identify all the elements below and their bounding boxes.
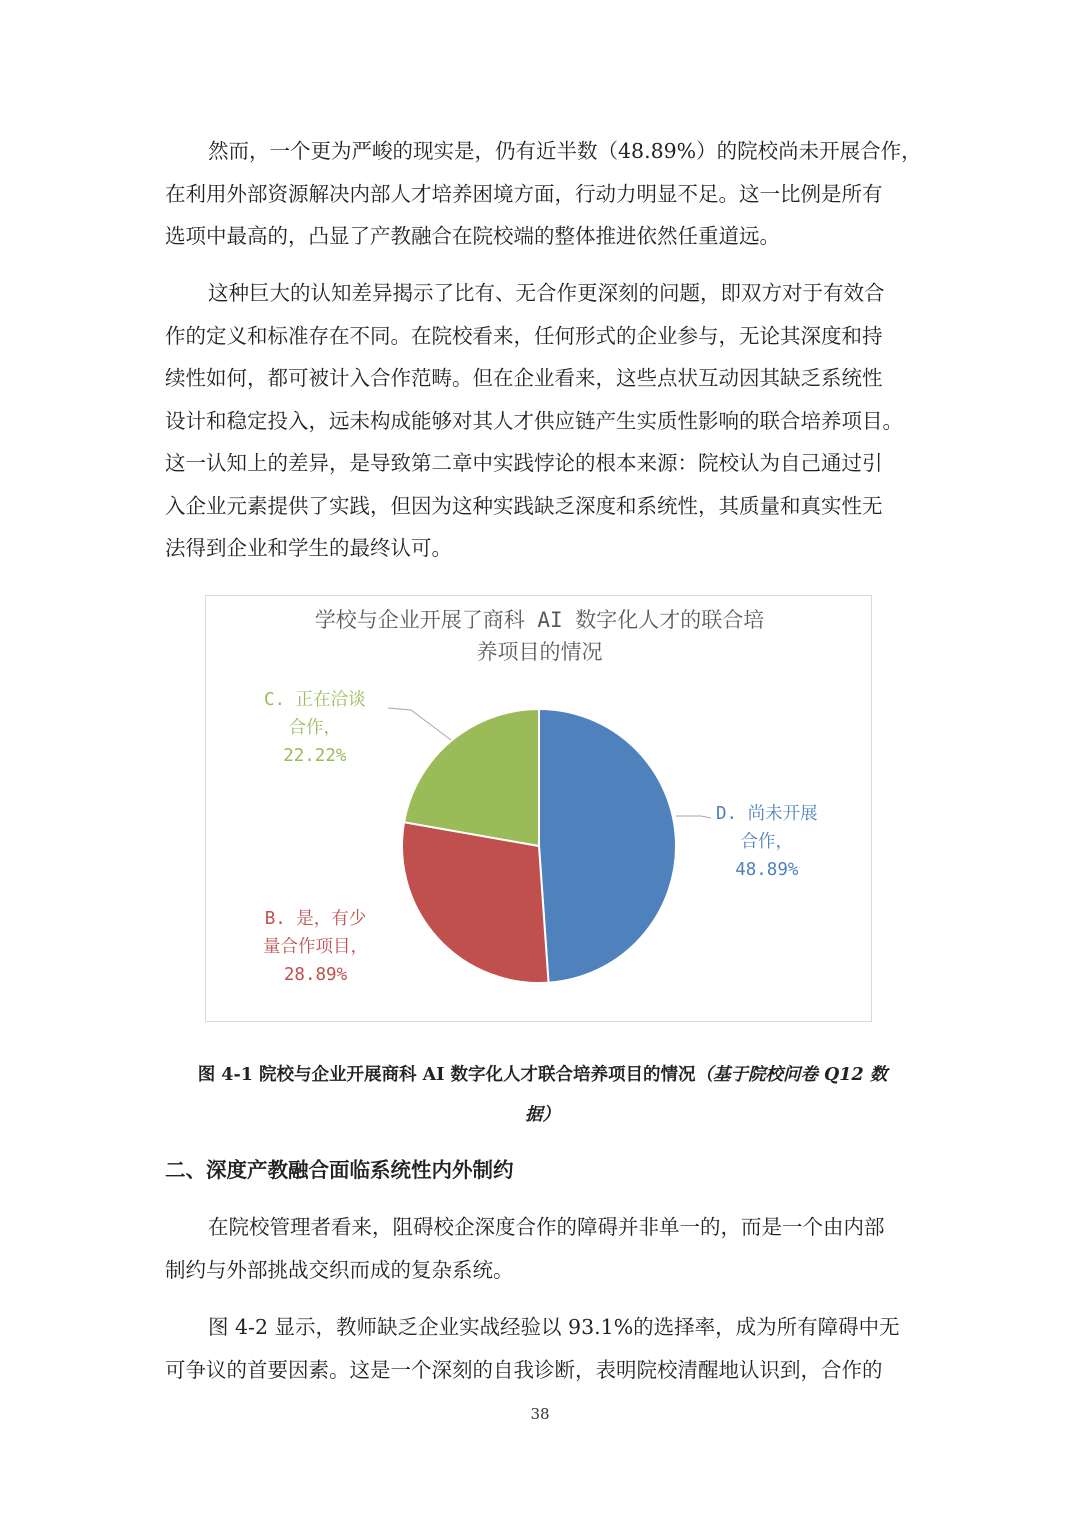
leader-line-c bbox=[388, 708, 451, 740]
paragraph-4 bbox=[165, 1306, 925, 1391]
slice-label-line: 合作， bbox=[740, 832, 794, 852]
slice-label-line: B. 是，有少 bbox=[264, 909, 367, 929]
section-heading: 二、深度产教融合面临系统性内外制约 bbox=[165, 1158, 514, 1182]
text-line: 在利用外部资源解决内部人才培养困境方面，行动力明显不足。这一比例是所有 bbox=[165, 181, 883, 206]
chart-title-line: 学校与企业开展了商科 AI 数字化人才的联合培 bbox=[314, 608, 765, 632]
slice-label-line: 合作， bbox=[288, 718, 342, 738]
text-line: 这一认知上的差异，是导致第二章中实践悖论的根本来源：院校认为自己通过引 bbox=[165, 451, 883, 475]
pie-slice-d bbox=[539, 709, 676, 983]
text-line: 法得到企业和学生的最终认可。 bbox=[165, 536, 452, 560]
slice-label-d bbox=[716, 800, 818, 884]
pie-chart-figure bbox=[205, 595, 872, 1022]
caption-source-end: 据） bbox=[525, 1105, 560, 1125]
text-line: 续性如何，都可被计入合作范畴。但在企业看来，这些点状互动因其缺乏系统性 bbox=[165, 366, 883, 390]
text-line: 作的定义和标准存在不同。在院校看来，任何形式的企业参与，无论其深度和持 bbox=[165, 323, 883, 348]
paragraph-3 bbox=[165, 1206, 925, 1291]
leader-line-d bbox=[676, 816, 711, 818]
text-line: 可争议的首要因素。这是一个深刻的自我诊断，表明院校清醒地认识到，合作的 bbox=[165, 1357, 883, 1382]
text-line: 入企业元素提供了实践，但因为这种实践缺乏深度和系统性，其质量和真实性无 bbox=[165, 493, 883, 518]
text-line: 选项中最高的，凸显了产教融合在院校端的整体推进依然任重道远。 bbox=[165, 224, 780, 248]
slice-label-c bbox=[264, 686, 366, 770]
caption-source: （基于院校问卷 Q12 数 bbox=[695, 1065, 888, 1085]
pie-slice-b bbox=[402, 822, 549, 983]
paragraph-2 bbox=[165, 272, 925, 570]
pie-slice-c bbox=[404, 709, 539, 846]
text-line: 图 4-2 显示，教师缺乏企业实战经验以 93.1%的选择率，成为所有障碍中无 bbox=[208, 1315, 900, 1339]
slice-label-value: 48.89% bbox=[735, 860, 799, 880]
slice-label-line: D. 尚未开展 bbox=[716, 804, 818, 824]
text-line: 这种巨大的认知差异揭示了比有、无合作更深刻的问题，即双方对于有效合 bbox=[208, 281, 885, 305]
slice-label-value: 28.89% bbox=[283, 965, 348, 985]
text-line: 在院校管理者看来，阻碍校企深度合作的障碍并非单一的，而是一个由内部 bbox=[208, 1215, 885, 1239]
slice-label-b bbox=[263, 905, 368, 989]
paragraph-1 bbox=[165, 130, 925, 258]
figure-caption bbox=[165, 1055, 920, 1135]
text-line: 设计和稳定投入，远未构成能够对其人才供应链产生实质性影响的联合培养项目。 bbox=[165, 408, 903, 433]
chart-title-line: 养项目的情况 bbox=[476, 640, 603, 664]
caption-main: 图 4-1 院校与企业开展商科 AI 数字化人才联合培养项目的情况 bbox=[197, 1065, 696, 1085]
text-line: 制约与外部挑战交织而成的复杂系统。 bbox=[165, 1257, 514, 1282]
slice-label-line: C. 正在洽谈 bbox=[264, 690, 366, 710]
slice-label-line: 量合作项目， bbox=[263, 937, 368, 957]
slice-label-value: 22.22% bbox=[283, 746, 347, 766]
text-line: 然而，一个更为严峻的现实是，仍有近半数（48.89%）的院校尚未开展合作， bbox=[208, 139, 922, 163]
page-number: 38 bbox=[530, 1405, 550, 1423]
